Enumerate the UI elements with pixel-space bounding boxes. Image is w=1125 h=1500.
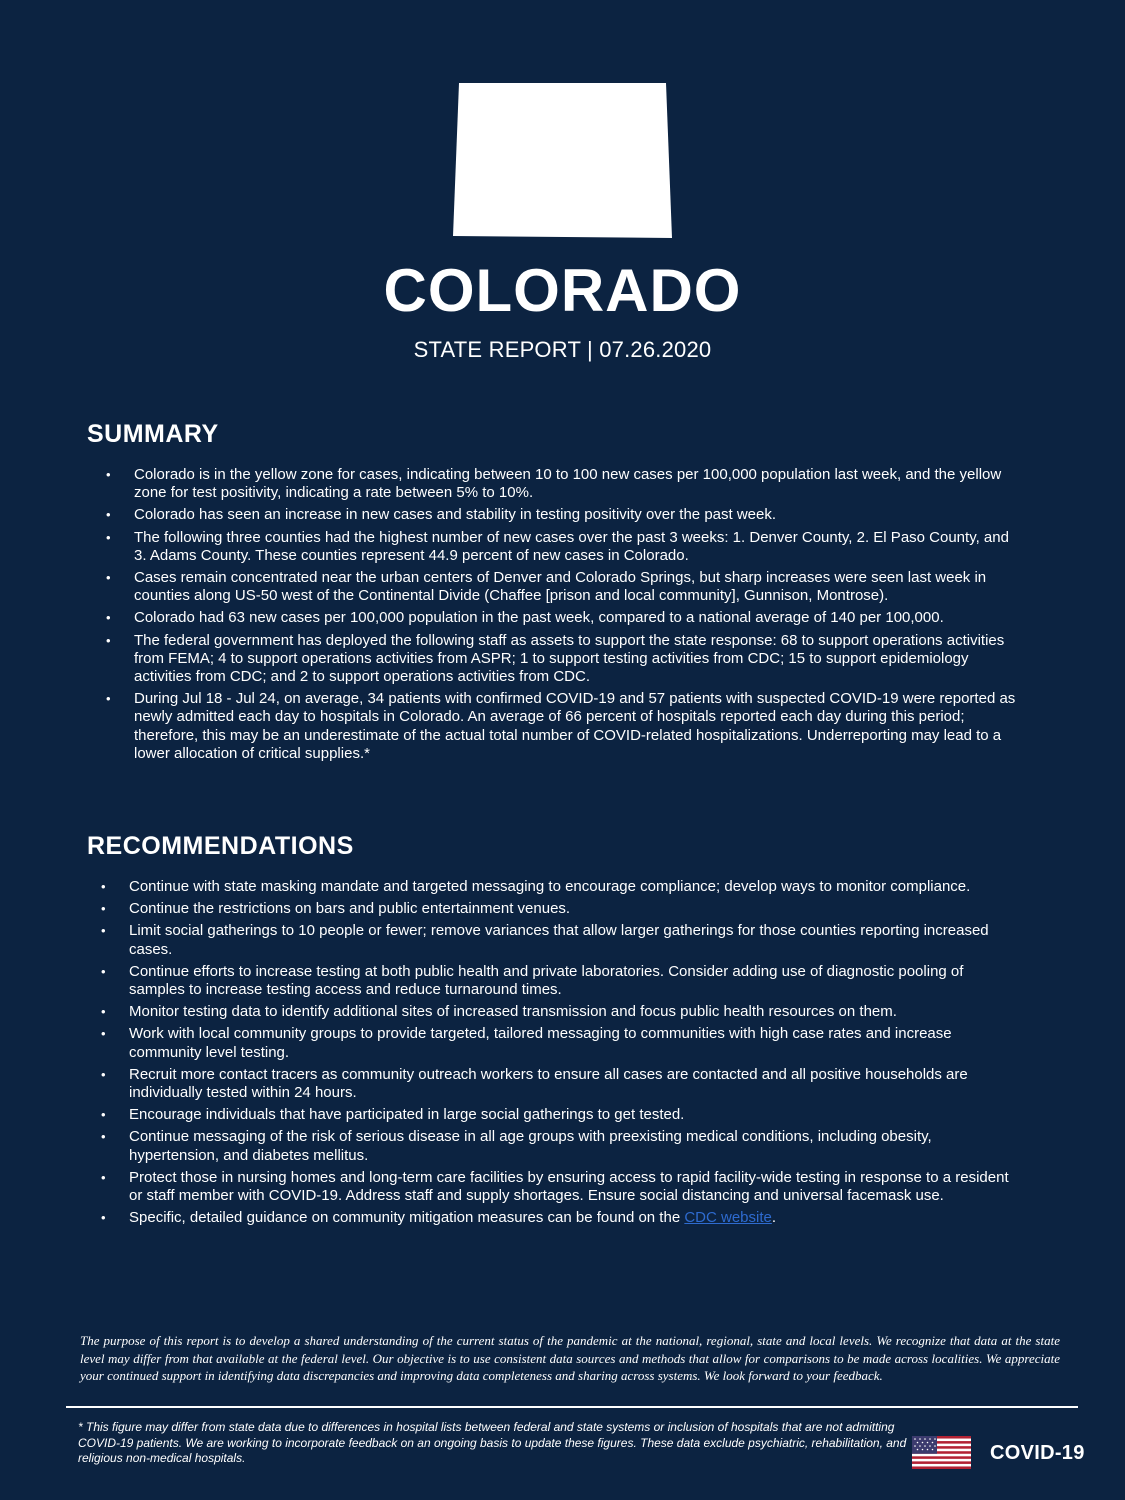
recommendation-item: • Encourage individuals that have participated in large social gatherings to get tested.: [101, 1106, 1019, 1124]
recommendation-item: • Continue with state masking mandate and targeted messaging to encourage compliance; develop ways to monitor compliance.: [101, 878, 1019, 896]
recommendation-item-cdc: [101, 1209, 1019, 1227]
covid-19-label: COVID-19: [990, 1442, 1085, 1464]
recommendation-item: • Continue efforts to increase testing at both public health and private laboratories. Consider adding use of diagnostic pooling of samples to increase testing access and reduce turnaround times.: [101, 963, 1019, 999]
summary-item: • Colorado has seen an increase in new cases and stability in testing positivity over the past week.: [106, 506, 1018, 524]
summary-list: [106, 466, 1018, 767]
summary-item: • The federal government has deployed the following staff as assets to support the state response: 68 to support operations activities from FEMA; 4 to support operations activities from ASPR; 1 to support testing activities from CDC; 15 to support epidemiology activities from CDC; and 2 to support operations activities from CDC.: [106, 632, 1018, 687]
summary-item: • Cases remain concentrated near the urban centers of Denver and Colorado Springs, but sharp increases were seen last week in counties along US-50 west of the Continental Divide (Chaffee [prison and local community], Gunnison, Montrose).: [106, 569, 1018, 605]
us-flag-icon: [912, 1436, 971, 1469]
page-title: COLORADO: [383, 257, 742, 324]
hospital-footnote: * This figure may differ from state data due to differences in hospital lists between federal and state systems or inclusion of hospitals that are not admitting COVID-19 patients. We are working to incorporate feedback on an ongoing basis to update these figures. These data exclude psychiatric, rehabilitation, and religious non-medical hospitals.: [78, 1420, 907, 1465]
recommendations-list: [101, 878, 1019, 1231]
footer-divider: [66, 1406, 1078, 1408]
recommendation-item: • Recruit more contact tracers as community outreach workers to ensure all cases are contacted and all positive households are individually tested within 24 hours.: [101, 1066, 1019, 1102]
summary-item: • During Jul 18 - Jul 24, on average, 34 patients with confirmed COVID-19 and 57 patients with suspected COVID-19 were reported as newly admitted each day to hospitals in Colorado. An average of 66 percent of hospitals reported each day during this period; therefore, this may be an underestimate of the actual total number of COVID-related hospitalizations. Underreporting may lead to a lower allocation of critical supplies.*: [106, 690, 1018, 763]
summary-item: • Colorado had 63 new cases per 100,000 population in the past week, compared to a national average of 140 per 100,000.: [106, 609, 1018, 627]
report-subtitle: STATE REPORT | 07.26.2020: [413, 337, 712, 362]
recommendation-item: • Continue messaging of the risk of serious disease in all age groups with preexisting medical conditions, including obesity, hypertension, and diabetes mellitus.: [101, 1128, 1019, 1164]
report-disclaimer: The purpose of this report is to develop a shared understanding of the current status of the pandemic at the national, regional, state and local levels. We recognize that data at the state level may differ from that available at the federal level. Our objective is to use consistent data sources and methods that allow for comparisons to be made across localities. We appreciate your continued support in identifying data discrepancies and improving data completeness and sharing across systems. We look forward to your feedback.: [80, 1333, 1060, 1383]
recommendation-item: • Protect those in nursing homes and long-term care facilities by ensuring access to rapid facility-wide testing in response to a resident or staff member with COVID-19. Address staff and supply shortages. Ensure social distancing and universal facemask use.: [101, 1169, 1019, 1205]
recommendation-item: • Work with local community groups to provide targeted, tailored messaging to communities with high case rates and increase community level testing.: [101, 1025, 1019, 1061]
summary-heading: SUMMARY: [87, 420, 219, 448]
cdc-website-link[interactable]: CDC website: [684, 1209, 772, 1227]
recommendation-item: • Continue the restrictions on bars and public entertainment venues.: [101, 900, 1019, 918]
recommendation-item: • Monitor testing data to identify additional sites of increased transmission and focus public health resources on them.: [101, 1003, 1019, 1021]
colorado-state-shape: [453, 83, 672, 238]
recommendation-end: .: [771, 1209, 777, 1227]
recommendations-heading: RECOMMENDATIONS: [87, 832, 354, 860]
recommendation-text: Specific, detailed guidance on community mitigation measures can be found on the: [129, 1209, 685, 1227]
summary-item: • Colorado is in the yellow zone for cases, indicating between 10 to 100 new cases per 100,000 population last week, and the yellow zone for test positivity, indicating a rate between 5% to 10%.: [106, 466, 1018, 502]
summary-item: • The following three counties had the highest number of new cases over the past 3 weeks: 1. Denver County, 2. El Paso County, and 3. Adams County. These counties represent 44.9 percent of new cases in Colorado.: [106, 529, 1018, 565]
recommendation-item: • Limit social gatherings to 10 people or fewer; remove variances that allow larger gatherings for those counties reporting increased cases.: [101, 922, 1019, 958]
